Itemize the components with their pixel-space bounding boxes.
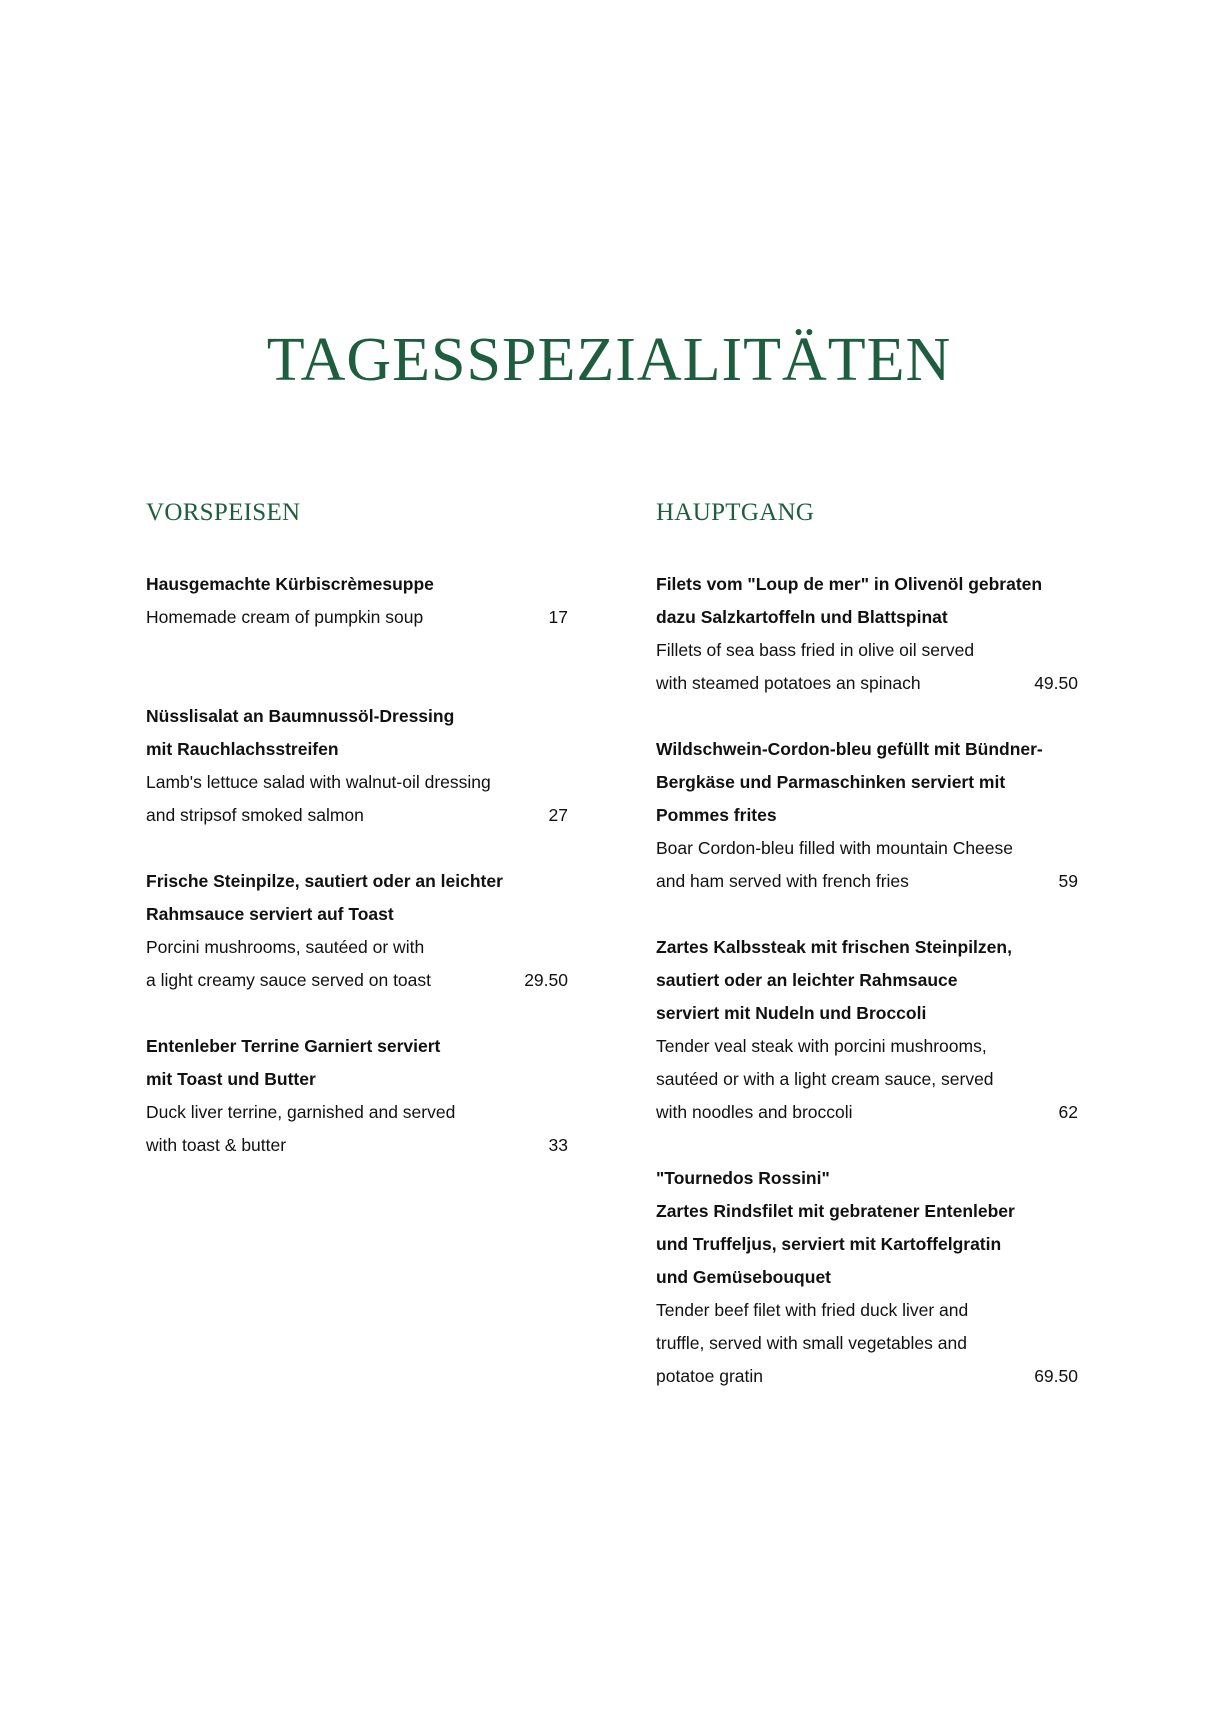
dish-description-english — [146, 964, 568, 997]
price: 27 — [548, 805, 568, 825]
dish-name-german — [656, 1261, 1078, 1294]
dish-name-text: sautiert oder an leichter Rahmsauce — [656, 970, 958, 990]
page-title: TAGESSPEZIALITÄTEN — [266, 326, 952, 394]
dish-description-text: with noodles and broccoli — [656, 1102, 853, 1122]
dish-name-german — [656, 1228, 1078, 1261]
dish-name-text: und Truffeljus, serviert mit Kartoffelgratin — [656, 1234, 1002, 1254]
dish-name-german — [656, 799, 1078, 832]
dish-description-english — [656, 865, 1078, 898]
dish-name-german — [656, 964, 1078, 997]
dish-name-german — [656, 766, 1078, 799]
dish-name-german — [146, 1030, 568, 1063]
dish-description-english — [146, 601, 568, 634]
dish-name-text: "Tournedos Rossini" — [656, 1168, 830, 1188]
dish-name-german — [146, 568, 568, 601]
dish-description-text: with steamed potatoes an spinach — [656, 673, 921, 693]
dish-name-text: dazu Salzkartoffeln und Blattspinat — [656, 607, 948, 627]
dish-description-text: Boar Cordon-bleu filled with mountain Cheese — [656, 838, 1014, 858]
dish-description-text: potatoe gratin — [656, 1366, 764, 1386]
dish-description-text: with toast & butter — [146, 1135, 287, 1155]
dish-name-text: Zartes Rindsfilet mit gebratener Entenleber — [656, 1201, 1015, 1221]
dish-name-german — [656, 733, 1078, 766]
dish-name-text: mit Rauchlachsstreifen — [146, 739, 339, 759]
menu-item — [656, 733, 1078, 898]
dish-name-text: Entenleber Terrine Garniert serviert — [146, 1036, 441, 1056]
dish-name-text: Filets vom "Loup de mer" in Olivenöl gebraten — [656, 574, 1043, 594]
starters-column — [146, 495, 568, 1195]
dish-name-text: Hausgemachte Kürbiscrèmesuppe — [146, 574, 434, 594]
menu-item — [146, 568, 568, 634]
dish-name-german — [656, 601, 1078, 634]
dish-description-english — [146, 1129, 568, 1162]
dish-description-english — [656, 832, 1078, 865]
dish-name-german — [656, 1195, 1078, 1228]
dish-description-english — [656, 1030, 1078, 1063]
dish-name-text: serviert mit Nudeln und Broccoli — [656, 1003, 927, 1023]
dish-name-text: und Gemüsebouquet — [656, 1267, 831, 1287]
starters-list — [146, 568, 568, 1162]
dish-description-english — [656, 1327, 1078, 1360]
price: 62 — [1058, 1102, 1078, 1122]
main-course-list — [656, 568, 1078, 1393]
dish-name-german — [146, 700, 568, 733]
price: 69.50 — [1034, 1366, 1078, 1386]
dish-description-english — [146, 766, 568, 799]
dish-name-text: Pommes frites — [656, 805, 777, 825]
dish-description-english — [656, 634, 1078, 667]
menu-item — [146, 1030, 568, 1162]
dish-name-text: Nüsslisalat an Baumnussöl-Dressing — [146, 706, 455, 726]
dish-description-text: truffle, served with small vegetables and — [656, 1333, 967, 1353]
dish-name-text: Zartes Kalbssteak mit frischen Steinpilzen, — [656, 937, 1012, 957]
dish-description-english — [656, 667, 1078, 700]
dish-description-text: Tender veal steak with porcini mushrooms, — [656, 1036, 987, 1056]
dish-description-text: a light creamy sauce served on toast — [146, 970, 432, 990]
dish-name-german — [146, 898, 568, 931]
dish-name-german — [146, 733, 568, 766]
menu-item — [146, 865, 568, 997]
dish-name-german — [656, 1162, 1078, 1195]
dish-name-text: Wildschwein-Cordon-bleu gefüllt mit Bündner- — [656, 739, 1043, 759]
dish-description-text: Duck liver terrine, garnished and served — [146, 1102, 456, 1122]
dish-name-text: Bergkäse und Parmaschinken serviert mit — [656, 772, 1006, 792]
dish-description-english — [656, 1360, 1078, 1393]
section-heading-main-course: HAUPTGANG — [656, 499, 815, 526]
menu-item — [656, 931, 1078, 1129]
dish-name-text: Rahmsauce serviert auf Toast — [146, 904, 394, 924]
dish-description-text: Lamb's lettuce salad with walnut-oil dressing — [146, 772, 491, 792]
dish-description-text: Porcini mushrooms, sautéed or with — [146, 937, 425, 957]
price: 49.50 — [1034, 673, 1078, 693]
menu-item — [656, 1162, 1078, 1393]
dish-description-text: Tender beef filet with fried duck liver and — [656, 1300, 969, 1320]
price: 29.50 — [524, 970, 568, 990]
dish-description-english — [656, 1294, 1078, 1327]
dish-name-german — [656, 997, 1078, 1030]
price: 59 — [1058, 871, 1078, 891]
dish-description-english — [146, 799, 568, 832]
section-heading-starters: VORSPEISEN — [146, 499, 301, 526]
dish-description-english — [146, 931, 568, 964]
dish-name-german — [146, 1063, 568, 1096]
dish-name-text: mit Toast und Butter — [146, 1069, 316, 1089]
dish-description-text: and stripsof smoked salmon — [146, 805, 364, 825]
dish-description-text: and ham served with french fries — [656, 871, 909, 891]
price: 33 — [548, 1135, 568, 1155]
dish-description-english — [656, 1063, 1078, 1096]
dish-description-english — [146, 1096, 568, 1129]
main-course-column — [656, 495, 1078, 1426]
dish-description-text: Homemade cream of pumpkin soup — [146, 607, 424, 627]
dish-name-german — [146, 865, 568, 898]
menu-item — [146, 700, 568, 832]
dish-description-english — [656, 1096, 1078, 1129]
price: 17 — [548, 607, 568, 627]
dish-name-german — [656, 568, 1078, 601]
dish-name-text: Frische Steinpilze, sautiert oder an leichter — [146, 871, 503, 891]
dish-name-german — [656, 931, 1078, 964]
menu-item — [656, 568, 1078, 700]
dish-description-text: sautéed or with a light cream sauce, served — [656, 1069, 994, 1089]
dish-description-text: Fillets of sea bass fried in olive oil served — [656, 640, 975, 660]
